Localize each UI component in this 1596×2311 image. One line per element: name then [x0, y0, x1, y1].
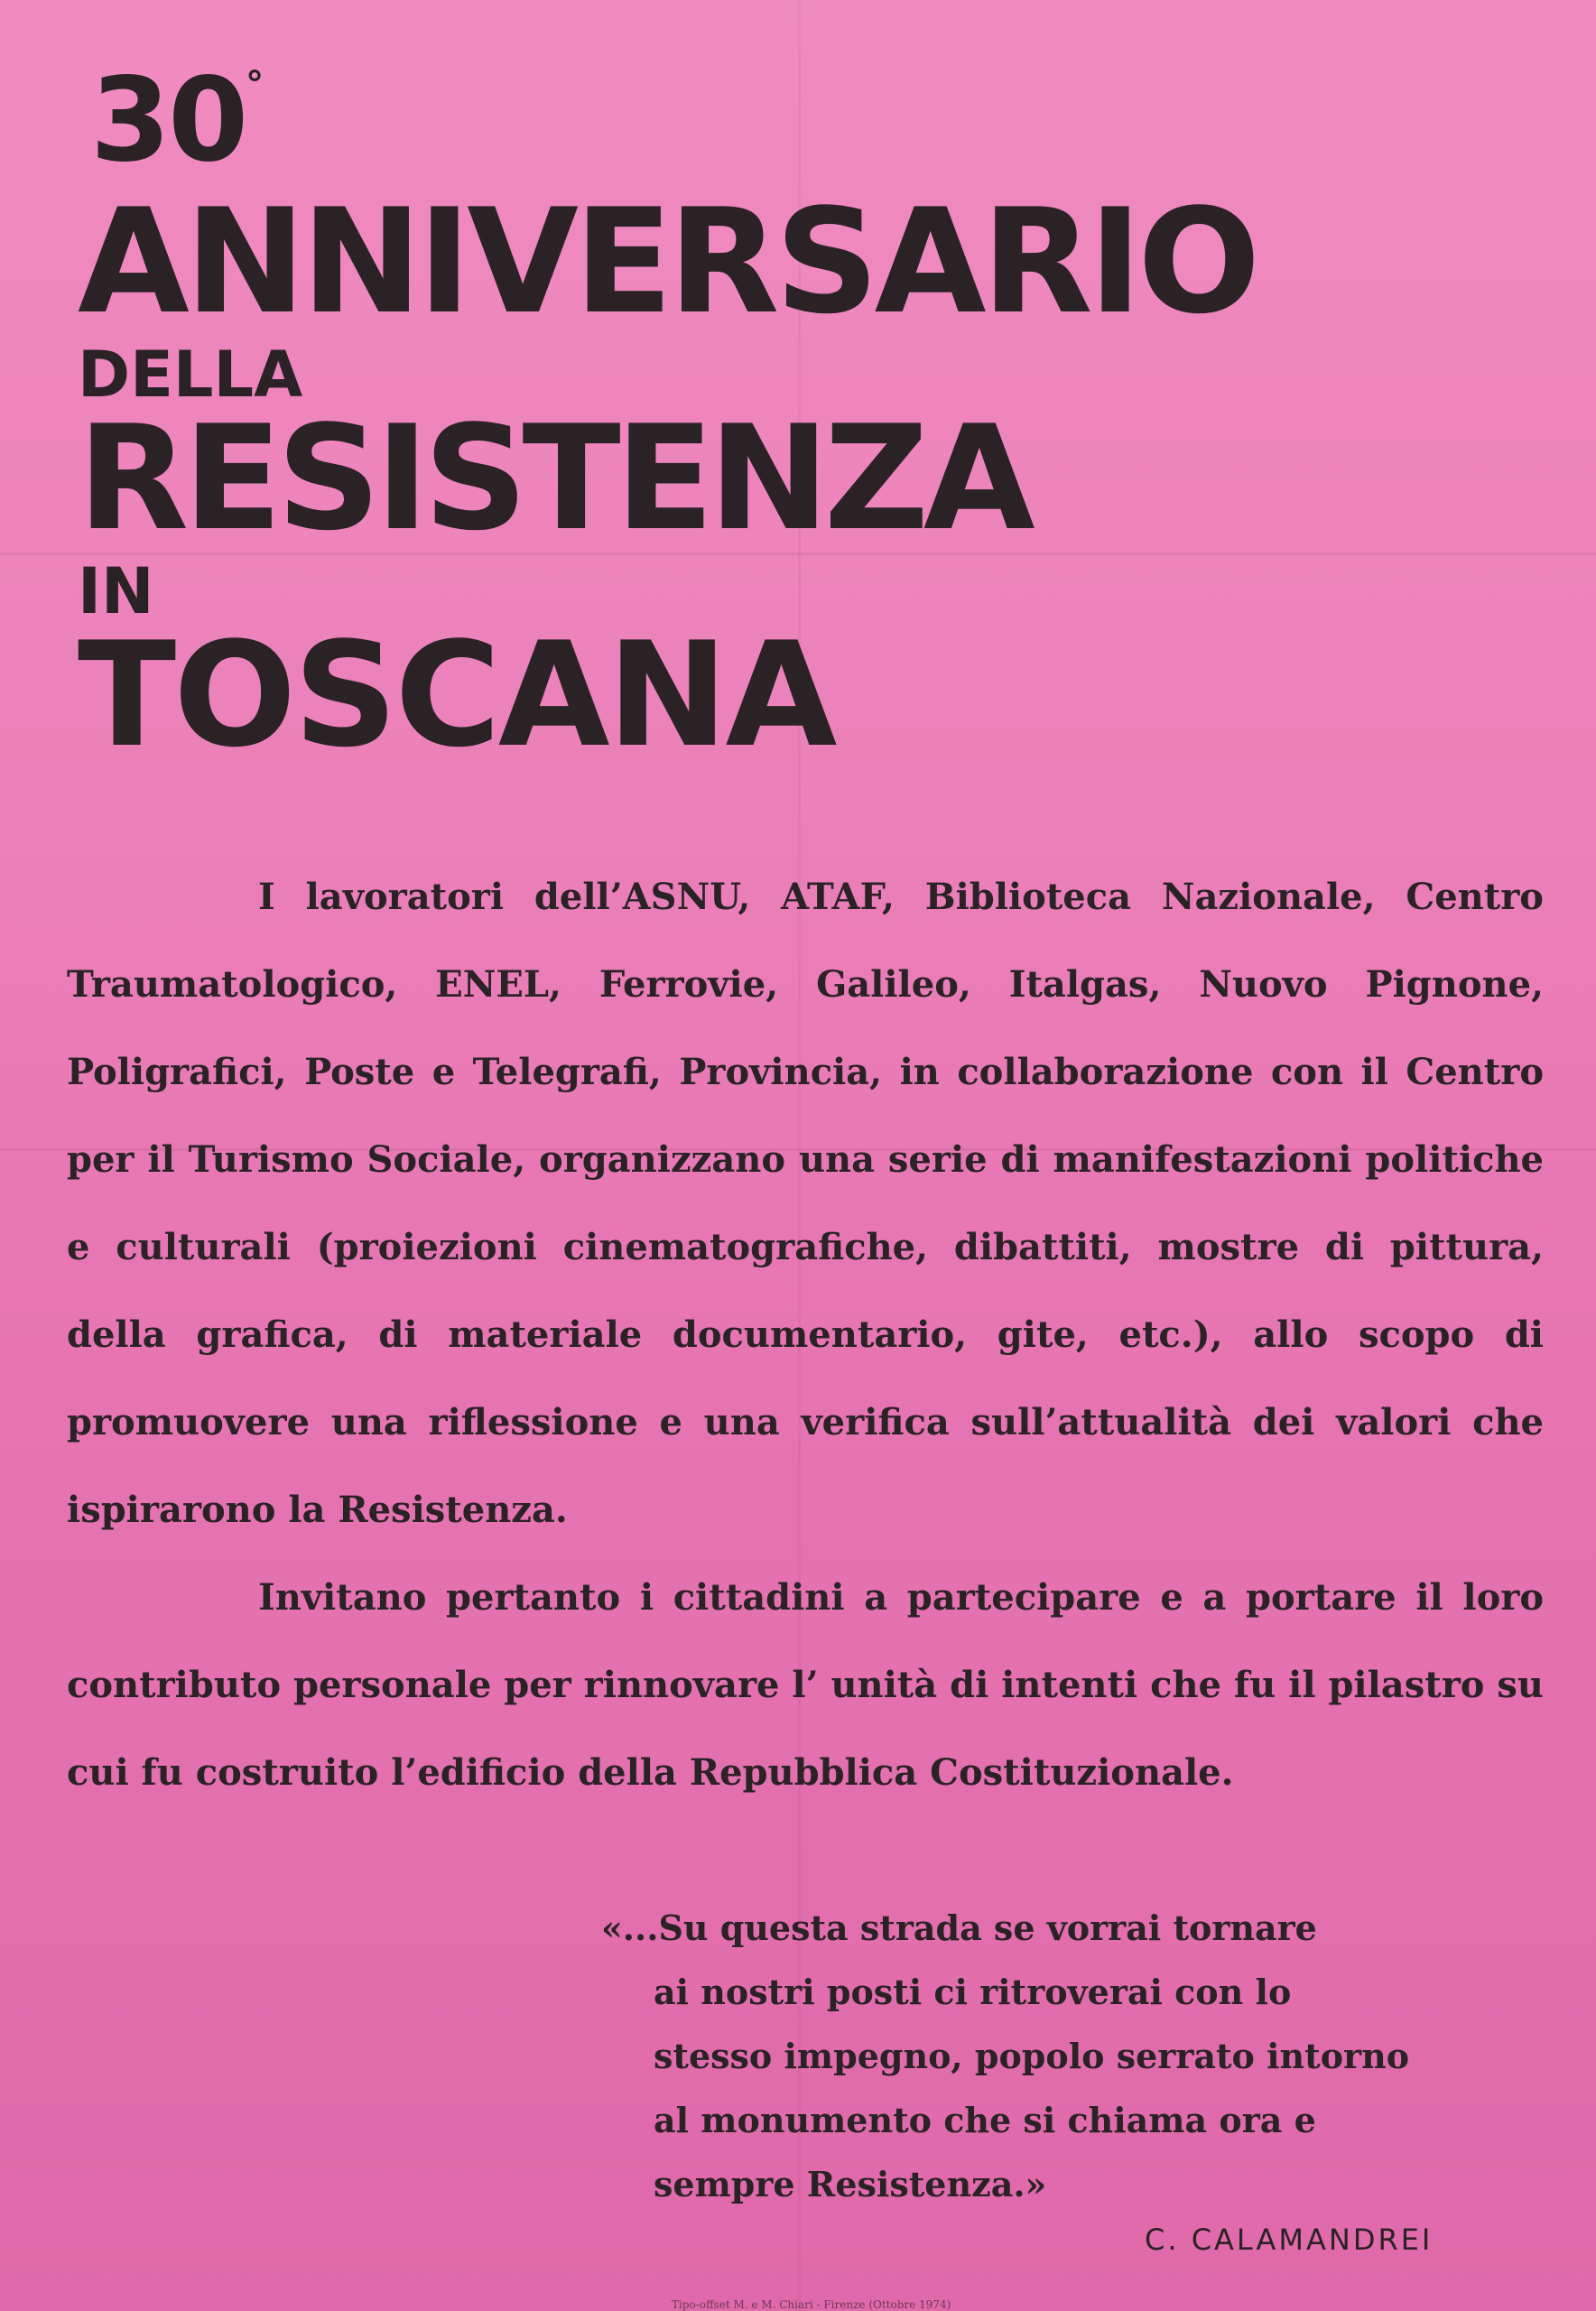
title-30-number: 30 — [90, 53, 246, 188]
quote-line-3: stesso impegno, popolo serrato intorno — [654, 2036, 1410, 2076]
calamandrei-quote — [601, 1896, 1522, 2216]
printer-credit: Tipo-offset M. e M. Chiari - Firenze (Ottobre 1974) — [672, 2298, 951, 2311]
body-paragraph-1: I lavoratori dell’ASNU, ATAF, Biblioteca Nazionale, Centro Traumatologico, ENEL, Ferrovie, Galileo, Italgas, Nuovo Pignone, Poligrafici, Poste e Telegrafi, Provincia, in collaborazione con il Centro per il Turismo Sociale, organizzano una serie di manifestazioni politiche e culturali (proiezioni cinematografiche, dibattiti, mostre di pittura, della grafica, di materiale documentario, gite, etc.), allo scopo di promuovere una riflessione e una verifica sull’attualità dei valori che ispirarono la Resistenza. — [67, 876, 1544, 1531]
quote-line-2: ai nostri posti ci ritroverai con lo — [654, 1972, 1292, 2012]
quote-line-4: al monumento che si chiama ora e — [654, 2100, 1316, 2140]
degree-mark: ° — [246, 64, 262, 106]
body-text — [67, 853, 1544, 1816]
title-30 — [90, 53, 1341, 188]
quote-line-5: sempre Resistenza.» — [654, 2164, 1047, 2204]
quote-author: C. CALAMANDREI — [1145, 2223, 1434, 2257]
title-toscana: TOSCANA — [78, 610, 835, 779]
title-resistenza: RESISTENZA — [78, 394, 1030, 562]
poster-title — [78, 53, 1341, 779]
title-della: DELLA — [78, 338, 303, 412]
quote-line-1: «...Su questa strada se vorrai tornare — [601, 1907, 1317, 1948]
title-anniversario: ANNIVERSARIO — [78, 177, 1257, 346]
title-in: IN — [78, 554, 154, 628]
body-paragraph-2: Invitano pertanto i cittadini a partecipare e a portare il loro contributo personale per rinnovare l’ unità di intenti che fu il pilastro su cui fu costruito l’edificio della Repubblica Costituzionale. — [67, 1576, 1544, 1794]
